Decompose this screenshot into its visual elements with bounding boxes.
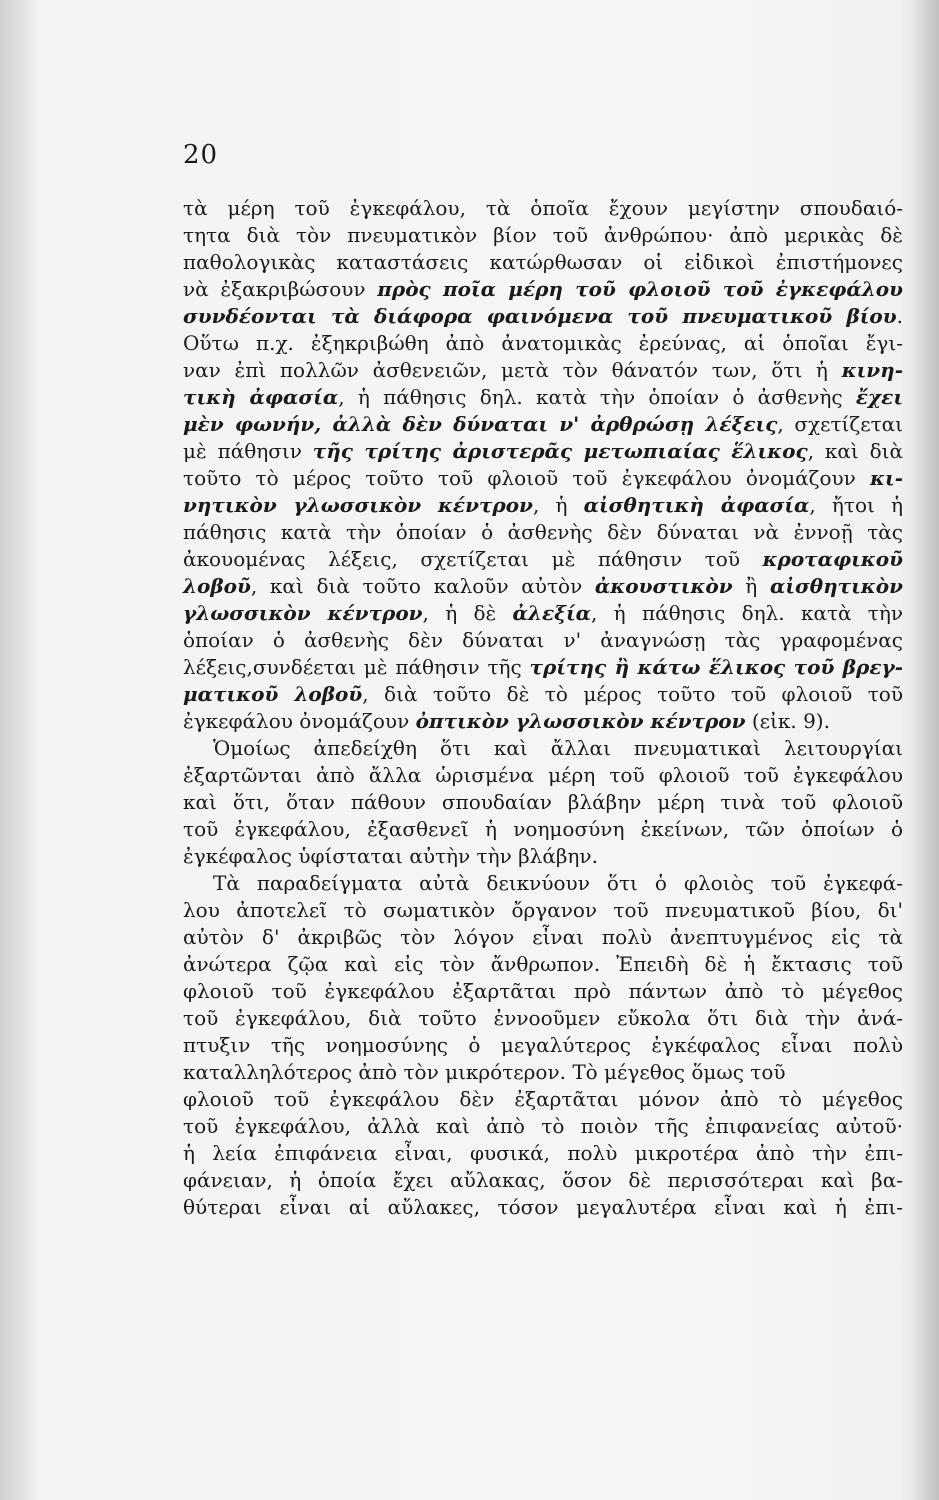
text-run: (εἰκ. 9). [745,709,830,733]
emphasized-text: συνδέονται τὰ διάφορα φαινόμενα τοῦ πνευματικοῦ βίου [183,304,897,328]
text-run: καὶ ὅτι, ὅταν πάθουν σπουδαίαν βλάβην μέρη τινὰ τοῦ φλοιοῦ [183,790,903,814]
text-run: , διὰ τοῦτο δὲ τὸ μέρος τοῦτο τοῦ φλοιοῦ τοῦ [362,682,904,706]
text-run: Οὕτω π.χ. ἐξηκριβώθη ἀπὸ ἀνατομικὰς ἐρεύνας, αἱ ὁποῖαι ἔγι- [183,331,903,355]
text-line [183,411,903,438]
page-number: 20 [183,140,219,170]
text-run: Ὁμοίως ἀπεδείχθη ὅτι καὶ ἄλλαι πνευματικαὶ λειτουργίαι [213,736,903,760]
emphasized-text: ὀπτικὸν γλωσσικὸν κέντρον [415,709,746,733]
text-line [183,1005,903,1032]
emphasized-text: γλωσσικὸν κέντρον [183,601,423,625]
text-run: ὁποίαν ὁ ἀσθενὴς δὲν δύναται ν' ἀναγνώσῃ τὰς γραφομένας [183,628,903,652]
text-line [183,384,903,411]
text-line [183,357,903,384]
text-run: ἐγκέφαλος ὑφίσταται αὐτὴν τὴν βλάβην. [183,844,598,868]
text-line [183,330,903,357]
text-line [183,600,903,627]
text-run: πάθησις κατὰ τὴν ὁποίαν ὁ ἀσθενὴς δὲν δύναται νὰ ἐννοῇ τὰς [183,520,903,544]
text-run: . [896,304,903,328]
text-run: , ἡ [532,493,584,517]
emphasized-text: μὲν φωνήν, ἀλλὰ δὲν δύναται ν' ἀρθρώσῃ λέξεις [183,412,778,436]
text-run: , ἤτοι ἡ [809,493,904,517]
emphasized-text: λοβοῦ [183,574,251,598]
emphasized-text: ἀλεξία [512,601,592,625]
text-run: , ἡ πάθησις δηλ. κατὰ τὴν ὁποίαν ὁ ἀσθενὴς [338,385,856,409]
text-line [183,249,903,276]
text-line [183,438,903,465]
page-edge-shadow [911,0,939,1500]
text-line [183,708,903,735]
text-run: Τὰ παραδείγματα αὐτὰ δεικνύουν ὅτι ὁ φλοιὸς τοῦ ἐγκεφά- [213,871,903,895]
text-run: τοῦ ἐγκεφάλου, διὰ τοῦτο ἐννοοῦμεν εὔκολα ὅτι διὰ τὴν ἀνά- [183,1006,903,1030]
text-line [183,276,903,303]
text-line [183,735,903,762]
text-run: ἀκουομένας λέξεις, σχετίζεται μὲ πάθησιν τοῦ [183,547,763,571]
text-line [183,465,903,492]
emphasized-text: ματικοῦ λοβοῦ [183,682,363,706]
emphasized-text: κινη- [841,358,903,382]
text-run: ἡ λεία ἐπιφάνεια εἶναι, φυσικά, πολὺ μικροτέρα ἀπὸ τὴν ἐπι- [183,1141,903,1165]
text-run: λου ἀποτελεῖ τὸ σωματικὸν ὄργανον τοῦ πνευματικοῦ βίου, δι' [183,898,903,922]
text-run: φάνειαν, ἡ ὁποία ἔχει αὔλακας, ὅσον δὲ περισσότεραι καὶ βα- [183,1168,903,1192]
text-run: , καὶ διὰ τοῦτο καλοῦν αὐτὸν [250,574,595,598]
text-line [183,519,903,546]
emphasized-text: ἀκουστικὸν [594,574,733,598]
emphasized-text: τῆς τρίτης ἀριστερᾶς μετωπιαίας ἕλικος [312,439,808,463]
text-line [183,681,903,708]
text-run: τοῦτο τὸ μέρος τοῦτο τοῦ φλοιοῦ τοῦ ἐγκεφάλου ὀνομάζουν [183,466,871,490]
text-run: καταλληλότερος ἀπὸ τὸν μικρότερον. Τὸ μέγεθος ὅμως τοῦ [183,1060,786,1084]
text-run: , καὶ διὰ [807,439,904,463]
text-line [183,1059,903,1086]
text-line [183,789,903,816]
text-run: λέξεις,συνδέεται μὲ πάθησιν τῆς [183,655,530,679]
text-line [183,654,903,681]
text-run: τοῦ ἐγκεφάλου, ἐξασθενεῖ ἡ νοημοσύνη ἐκείνων, τῶν ὁποίων ὁ [183,817,903,841]
text-line [183,1194,903,1221]
text-line [183,1032,903,1059]
text-run: , ἡ δὲ [422,601,513,625]
text-line [183,1140,903,1167]
emphasized-text: κροταφικοῦ [762,547,903,571]
text-line [183,924,903,951]
body-text [183,195,903,1221]
text-line [183,816,903,843]
text-line [183,951,903,978]
text-run: ἐξαρτῶνται ἀπὸ ἄλλα ὡρισμένα μέρη τοῦ φλοιοῦ τοῦ ἐγκεφάλου [183,763,903,787]
text-line [183,897,903,924]
text-line [183,1113,903,1140]
text-line [183,1167,903,1194]
text-run: ναν ἐπὶ πολλῶν ἀσθενειῶν, μετὰ τὸν θάνατόν των, ὅτι ἡ [183,358,842,382]
text-run: φλοιοῦ τοῦ ἐγκεφάλου δὲν ἐξαρτᾶται μόνον ἀπὸ τὸ μέγεθος [183,1087,903,1111]
text-line [183,843,903,870]
text-run: ἐγκεφάλου ὀνομάζουν [183,709,416,733]
text-run: παθολογικὰς καταστάσεις κατώρθωσαν οἱ εἰδικοὶ ἐπιστήμονες [183,250,903,274]
text-run: τοῦ ἐγκεφάλου, ἀλλὰ καὶ ἀπὸ τὸ ποιὸν τῆς ἐπιφανείας αὐτοῦ· [183,1114,903,1138]
emphasized-text: τικὴ ἀφασία [183,385,339,409]
emphasized-text: αἰσθητικὸν [769,574,903,598]
emphasized-text: νητικὸν γλωσσικὸν κέντρον [183,493,533,517]
text-line [183,492,903,519]
emphasized-text: τρίτης ἢ κάτω ἕλικος τοῦ βρεγ- [529,655,903,679]
text-run: , ἡ πάθησις δηλ. κατὰ τὴν [591,601,904,625]
text-line [183,762,903,789]
emphasized-text: ἔχει [855,385,903,409]
emphasized-text: πρὸς ποῖα μέρη τοῦ φλοιοῦ τοῦ ἐγκεφάλου [377,277,903,301]
text-line [183,195,903,222]
text-line [183,546,903,573]
text-run: αὐτὸν δ' ἀκριβῶς τὸν λόγον εἶναι πολὺ ἀνεπτυγμένος εἰς τὰ [183,925,903,949]
emphasized-text: κι- [870,466,903,490]
text-run: φλοιοῦ τοῦ ἐγκεφάλου ἐξαρτᾶται πρὸ πάντων ἀπὸ τὸ μέγεθος [183,979,903,1003]
text-line [183,1086,903,1113]
text-run: ἢ [732,574,770,598]
text-run: νὰ ἐξακριβώσουν [183,277,378,301]
text-run: πτυξιν τῆς νοημοσύνης ὁ μεγαλύτερος ἐγκέφαλος εἶναι πολὺ [183,1033,903,1057]
text-line [183,222,903,249]
text-run: ἀνώτερα ζῷα καὶ εἰς τὸν ἄνθρωπον. Ἐπειδὴ δὲ ἡ ἔκτασις τοῦ [183,952,903,976]
text-run: θύτεραι εἶναι αἱ αὔλακες, τόσον μεγαλυτέρα εἶναι καὶ ἡ ἐπι- [183,1195,903,1219]
text-run: , σχετίζεται [777,412,903,436]
text-run: τὰ μέρη τοῦ ἐγκεφάλου, τὰ ὁποῖα ἔχουν μεγίστην σπουδαιό- [183,196,903,220]
text-line [183,978,903,1005]
text-run: μὲ πάθησιν [183,439,313,463]
text-line [183,303,903,330]
text-run: τητα διὰ τὸν πνευματικὸν βίον τοῦ ἀνθρώπου· ἀπὸ μερικὰς δὲ [183,223,903,247]
text-line [183,870,903,897]
emphasized-text: αἰσθητικὴ ἀφασία [583,493,810,517]
text-line [183,573,903,600]
text-line [183,627,903,654]
